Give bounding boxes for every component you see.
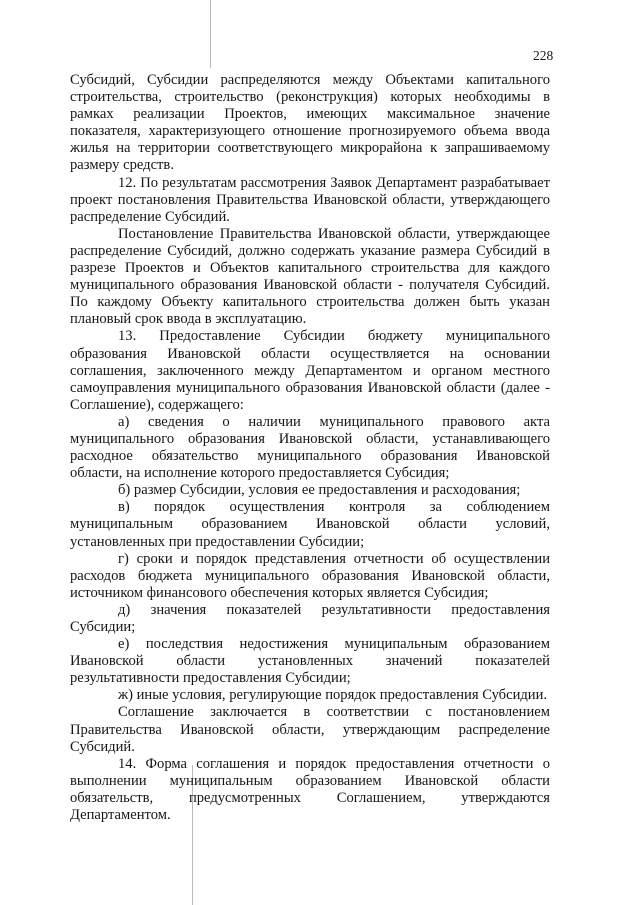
scan-artifact-line xyxy=(210,0,211,68)
text-line: Постановление Правительства Ивановской области, утверждающее xyxy=(118,225,550,242)
paragraph xyxy=(70,226,550,329)
text-line: Ивановской области установленных значений показателей xyxy=(70,653,550,670)
paragraph xyxy=(70,687,550,704)
paragraph xyxy=(70,414,550,482)
text-line: разрезе Проектов и Объектов капитального строительства для каждого xyxy=(70,260,550,277)
text-line: источником финансового обеспечения которых является Субсидия; xyxy=(70,584,489,601)
text-line: Правительства Ивановской области, утверждающим распределение xyxy=(70,721,550,738)
paragraph xyxy=(70,602,550,636)
text-line: результативности предоставления Субсидии; xyxy=(70,670,351,687)
paragraph xyxy=(70,636,550,687)
text-line: выполнении муниципальным образованием Ивановской области xyxy=(70,772,550,789)
text-line: соглашения, заключенного между Департаментом и органом местного xyxy=(70,362,550,379)
text-line: распределение Субсидий, должно содержать указание размера Субсидий в xyxy=(70,242,550,259)
paragraph xyxy=(70,175,550,226)
text-line: образования Ивановской области осуществляется на основании xyxy=(70,345,550,362)
text-line: г) сроки и порядок представления отчетности об осуществлении xyxy=(118,550,550,567)
text-line: а) сведения о наличии муниципального правового акта xyxy=(118,413,550,430)
text-line: расходов бюджета муниципального образования Ивановской области, xyxy=(70,567,550,584)
text-line: распределение Субсидий. xyxy=(70,208,230,225)
text-line: б) размер Субсидии, условия ее предоставления и расходования; xyxy=(118,482,521,499)
text-line: строительства, строительство (реконструкция) которых необходимы в xyxy=(70,89,550,106)
paragraph xyxy=(70,551,550,602)
text-line: муниципальным образованием Ивановской области условий, xyxy=(70,516,550,533)
text-line: 14. Форма соглашения и порядок предоставления отчетности о xyxy=(118,755,550,772)
text-line: 13. Предоставление Субсидии бюджету муниципального xyxy=(118,328,550,345)
text-line: По каждому Объекту капитального строительства должен быть указан xyxy=(70,294,550,311)
text-line: Департаментом. xyxy=(70,807,171,824)
paragraph xyxy=(70,328,550,413)
text-line: проект постановления Правительства Ивановской области, утверждающего xyxy=(70,191,550,208)
text-line: жилья на территории соответствующего микрорайона к запрашиваемому xyxy=(70,140,550,157)
text-line: рамках реализации Проектов, имеющих максимальное значение xyxy=(70,106,550,123)
text-line: расходное обязательство муниципального образования Ивановской xyxy=(70,448,550,465)
text-line: Соглашение заключается в соответствии с постановлением xyxy=(118,704,550,721)
text-line: установленных при предоставлении Субсидии; xyxy=(70,533,365,550)
text-line: муниципального образования Ивановской области - получателя Субсидий. xyxy=(70,277,550,294)
paragraph xyxy=(70,756,550,824)
text-line: Соглашение), содержащего: xyxy=(70,396,244,413)
text-line: Субсидий. xyxy=(70,738,135,755)
text-line: плановый срок ввода в эксплуатацию. xyxy=(70,311,307,328)
text-line: ж) иные условия, регулирующие порядок предоставления Субсидии. xyxy=(118,687,548,704)
text-line: Субсидии; xyxy=(70,619,136,635)
paragraph xyxy=(70,72,550,175)
text-line: обязательств, предусмотренных Соглашением, утверждаются xyxy=(70,789,550,806)
paragraph xyxy=(70,499,550,550)
text-line: показателя, характеризующего отношение прогнозируемого объема ввода xyxy=(70,123,550,140)
text-line: области, на исполнение которого предоставляется Субсидия; xyxy=(70,465,450,482)
page-number: 228 xyxy=(533,48,554,63)
text-line: в) порядок осуществления контроля за соблюдением xyxy=(118,499,550,516)
text-line: муниципального образования Ивановской области, устанавливающего xyxy=(70,430,550,447)
paragraph xyxy=(70,482,550,499)
text-line: размеру средств. xyxy=(70,157,174,174)
text-line: е) последствия недостижения муниципальным образованием xyxy=(118,636,550,653)
text-line: самоуправления муниципального образования Ивановской области (далее - xyxy=(70,379,550,396)
text-line: Субсидий, Субсидии распределяются между Объектами капитального xyxy=(70,72,550,88)
document-body xyxy=(70,72,550,824)
text-line: д) значения показателей результативности предоставления xyxy=(118,601,550,618)
text-line: 12. По результатам рассмотрения Заявок Департамент разрабатывает xyxy=(118,174,550,191)
paragraph xyxy=(70,704,550,755)
